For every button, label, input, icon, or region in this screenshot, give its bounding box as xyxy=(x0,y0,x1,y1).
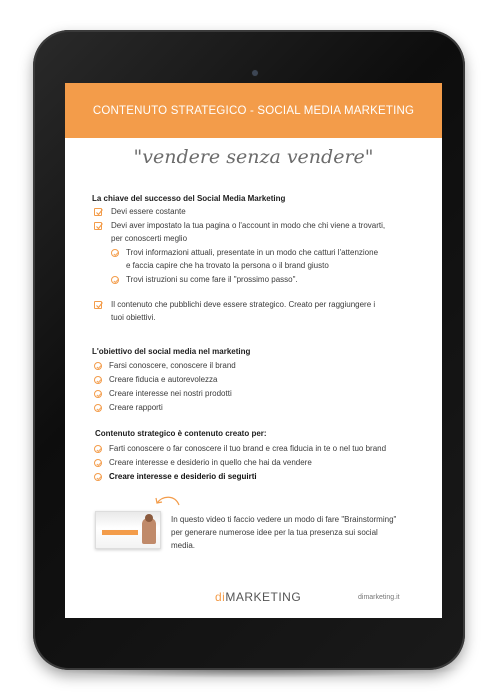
header-banner xyxy=(65,83,442,138)
camera-icon xyxy=(252,70,258,76)
tablet-screen xyxy=(65,83,442,618)
check-circle-icon xyxy=(94,362,102,370)
brand-logo xyxy=(215,590,301,604)
check-circle-icon xyxy=(111,249,119,257)
list-item: Farti conoscere o far conoscere il tuo brand e crea fiducia in te o nel tuo brand xyxy=(109,444,387,453)
list-item: Devi aver impostato la tua pagina o l'account in modo che chi viene a trovarti, xyxy=(111,221,386,230)
list-item-continued: per conoscerti meglio xyxy=(111,234,188,243)
curved-arrow-icon xyxy=(153,493,183,513)
thumbnail-head xyxy=(145,514,153,522)
logo-prefix: di xyxy=(215,590,226,604)
video-thumbnail[interactable] xyxy=(95,511,161,549)
list-item: Creare fiducia e autorevolezza xyxy=(109,375,218,384)
list-item: Il contenuto che pubblichi deve essere strategico. Creato per raggiungere i xyxy=(111,300,376,309)
website-link[interactable]: dimarketing.it xyxy=(358,594,400,601)
thumbnail-banner xyxy=(102,530,138,535)
check-circle-icon xyxy=(94,459,102,467)
list-item: Creare interesse e desiderio in quello che hai da vendere xyxy=(109,458,312,467)
video-description-line: media. xyxy=(171,541,196,550)
list-item-highlight: Creare interesse e desiderio di seguirti xyxy=(109,472,257,481)
video-description-line: per generare numerose idee per la tua presenza sui social xyxy=(171,528,378,537)
header-title: CONTENUTO STRATEGICO - SOCIAL MEDIA MARKETING xyxy=(92,104,415,117)
list-item-continued: tuoi obiettivi. xyxy=(111,313,156,322)
logo-main: MARKETING xyxy=(225,590,302,604)
list-item: Trovi informazioni attuali, presentate in un modo che catturi l'attenzione xyxy=(126,248,379,257)
checkbox-icon xyxy=(94,222,102,230)
list-item-continued: e faccia capire che ha trovato la persona o il brand giusto xyxy=(126,261,329,270)
check-circle-icon xyxy=(94,404,102,412)
check-circle-icon xyxy=(94,473,102,481)
tagline: "vendere senza vendere" xyxy=(133,146,374,168)
list-item: Devi essere costante xyxy=(111,207,186,216)
checkbox-icon xyxy=(94,208,102,216)
list-item: Creare rapporti xyxy=(109,403,163,412)
check-circle-icon xyxy=(94,376,102,384)
check-circle-icon xyxy=(111,276,119,284)
check-circle-icon xyxy=(94,390,102,398)
video-description-line: In questo video ti faccio vedere un modo di fare "Brainstorming" xyxy=(171,515,397,524)
check-circle-icon xyxy=(94,445,102,453)
section1-title: La chiave del successo del Social Media Marketing xyxy=(92,194,286,203)
list-item: Trovi istruzioni su come fare il "prossimo passo". xyxy=(126,275,298,284)
section2-title: L'obiettivo del social media nel marketing xyxy=(92,347,251,356)
checkbox-icon xyxy=(94,301,102,309)
list-item: Creare interesse nei nostri prodotti xyxy=(109,389,232,398)
section3-title: Contenuto strategico è contenuto creato per: xyxy=(95,429,267,438)
list-item: Farsi conoscere, conoscere il brand xyxy=(109,361,236,370)
